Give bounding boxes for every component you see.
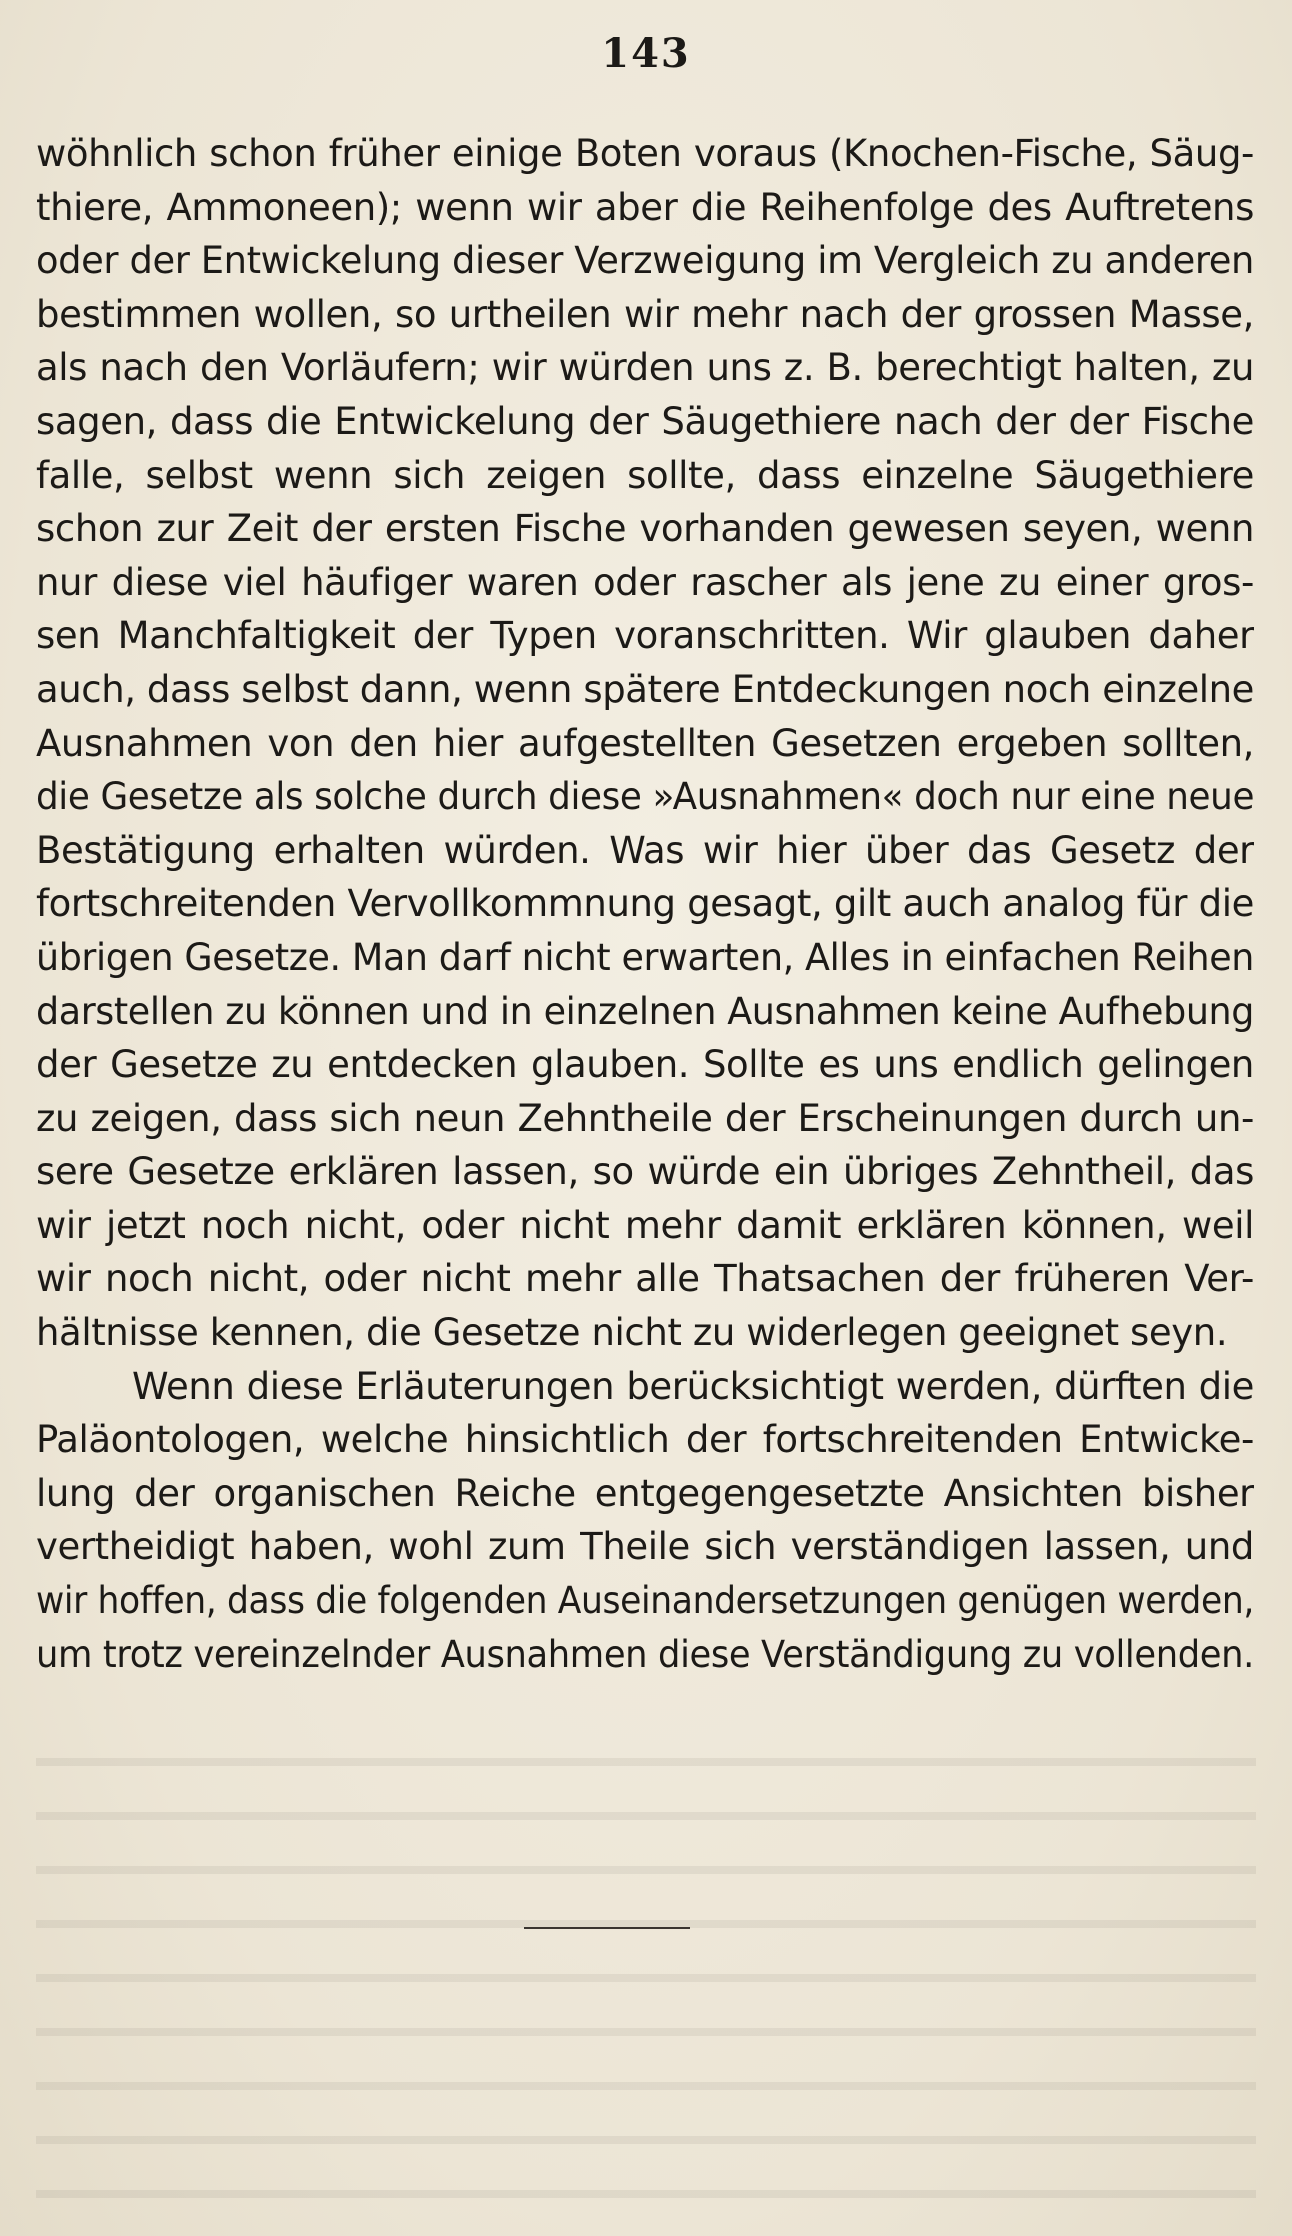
text-line: wir hoffen, dass die folgenden Auseinandersetzungen genügen werden, [36,1579,1254,1623]
text-line: sere Gesetze erklären lassen, so würde ein übriges Zehntheil, das [36,1150,1254,1194]
text-line: der Gesetze zu entdecken glauben. Sollte es uns endlich gelingen [36,1043,1254,1087]
reverse-side-show-through [36,1730,1256,2230]
text-line: vertheidigt haben, wohl zum Theile sich verständigen lassen, und [36,1525,1254,1569]
page-number: 143 [601,30,691,77]
text-line: oder der Entwickelung dieser Verzweigung im Vergleich zu anderen [36,239,1255,283]
text-line: sagen, dass die Entwickelung der Säugethiere nach der der Fische [36,399,1254,443]
text-line: um trotz vereinzelnder Ausnahmen diese Verständigung zu vollenden. [36,1632,1254,1676]
text-line: hältnisse kennen, die Gesetze nicht zu widerlegen geeignet seyn. [36,1311,1228,1355]
text-line: wir noch nicht, oder nicht mehr alle Thatsachen der früheren Ver- [36,1257,1254,1301]
text-line: sen Manchfaltigkeit der Typen voranschritten. Wir glauben daher [36,614,1254,658]
text-line: die Gesetze als solche durch diese »Ausnahmen« doch nur eine neue [36,775,1255,819]
text-line: schon zur Zeit der ersten Fische vorhanden gewesen seyen, wenn [36,507,1254,551]
text-line: übrigen Gesetze. Man darf nicht erwarten, Alles in einfachen Reihen [36,935,1254,979]
text-line: fortschreitenden Vervollkommnung gesagt, gilt auch analog für die [36,882,1254,926]
body-text [36,127,1254,1681]
text-line: Bestätigung erhalten würden. Was wir hier über das Gesetz der [36,828,1254,872]
text-line: falle, selbst wenn sich zeigen sollte, dass einzelne Säugethiere [36,453,1254,497]
text-line: zu zeigen, dass sich neun Zehntheile der Erscheinungen durch un- [36,1096,1254,1140]
text-line: nur diese viel häufiger waren oder rascher als jene zu einer gros- [36,560,1254,604]
text-line: Ausnahmen von den hier aufgestellten Gesetzen ergeben sollten, [36,721,1254,765]
text-line: bestimmen wollen, so urtheilen wir mehr nach der grossen Masse, [36,292,1254,336]
text-line: thiere, Ammoneen); wenn wir aber die Reihenfolge des Auftretens [36,185,1254,229]
paragraph-start-line: Wenn diese Erläuterungen berücksichtigt werden, dürften die [132,1364,1254,1408]
text-line: darstellen zu können und in einzelnen Ausnahmen keine Aufhebung [36,989,1255,1033]
text-line: auch, dass selbst dann, wenn spätere Entdeckungen noch einzelne [36,667,1255,711]
text-line: Paläontologen, welche hinsichtlich der fortschreitenden Entwicke- [36,1418,1254,1462]
text-line: wöhnlich schon früher einige Boten voraus (Knochen-Fische, Säug- [36,132,1254,175]
text-line: lung der organischen Reiche entgegengesetzte Ansichten bisher [36,1471,1254,1515]
section-divider-rule [524,1927,690,1929]
text-line: wir jetzt noch nicht, oder nicht mehr damit erklären können, weil [36,1203,1254,1247]
text-line: als nach den Vorläufern; wir würden uns z. B. berechtigt halten, zu [36,346,1254,390]
